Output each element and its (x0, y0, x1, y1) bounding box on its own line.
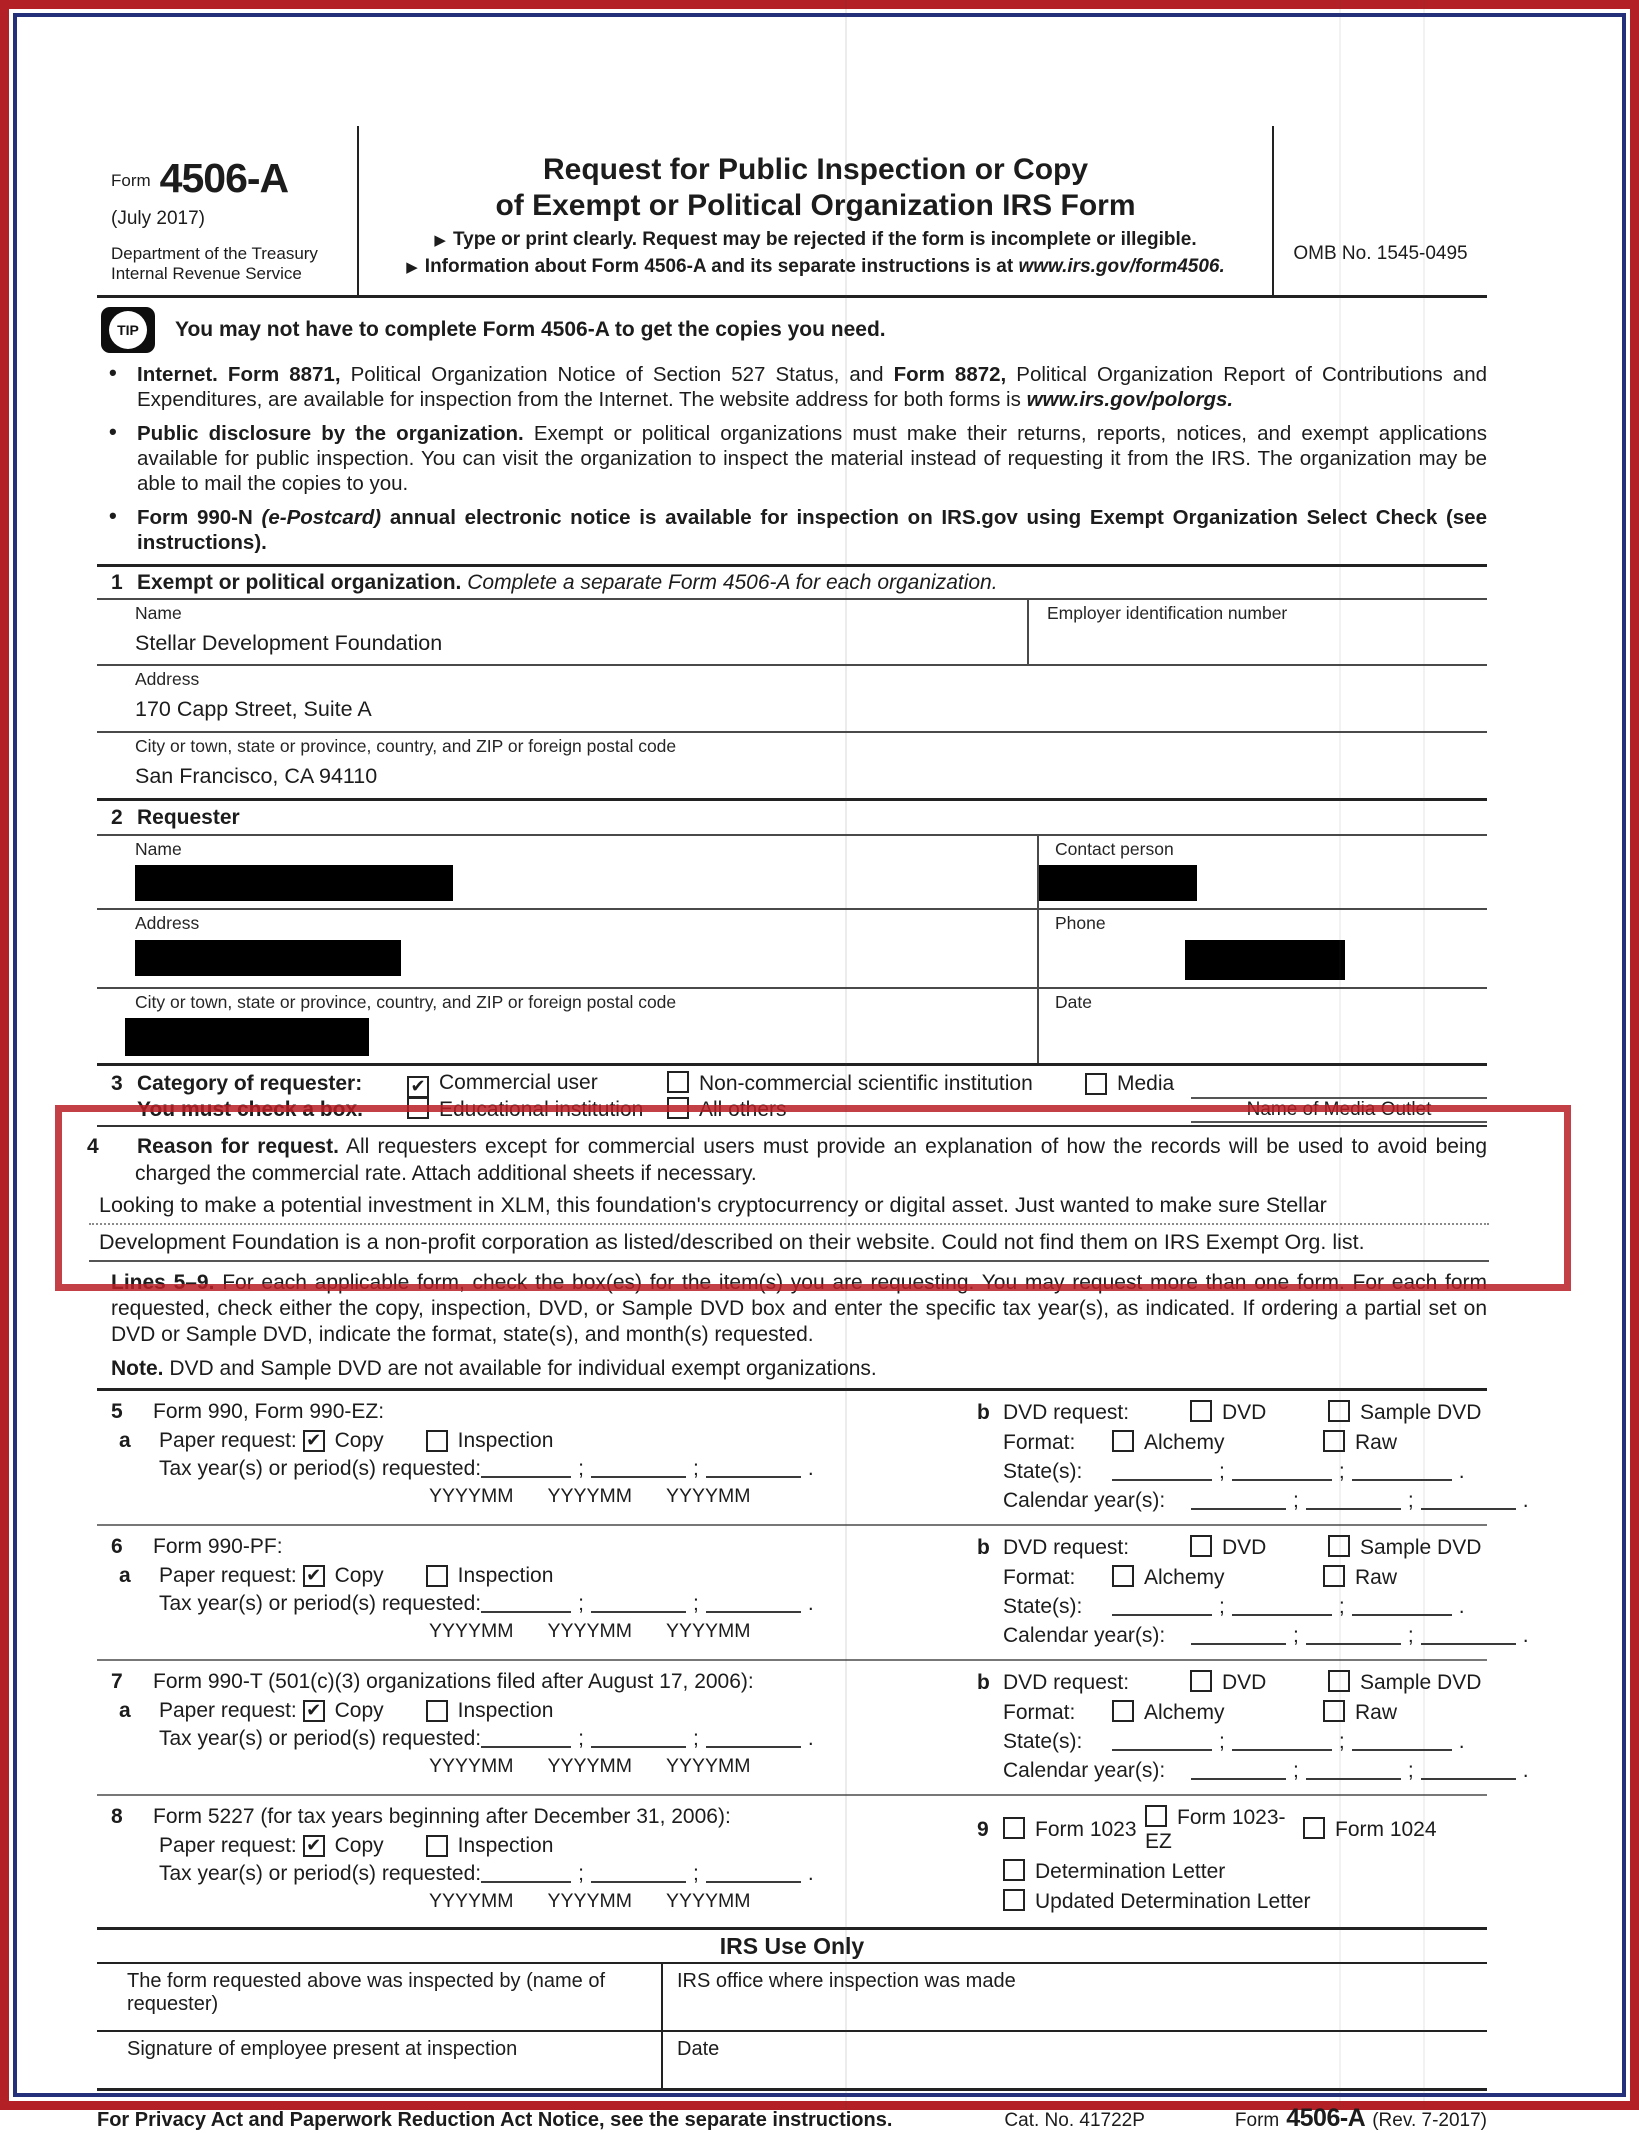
option-sample-dvd-line6[interactable]: Sample DVD (1328, 1535, 1481, 1560)
bullet-dot: • (109, 419, 117, 444)
section1-heading: 1 Exempt or political organization. Complete a separate Form 4506-A for each organization. (111, 571, 998, 594)
calendar-year-field[interactable] (1421, 1492, 1516, 1510)
requester-name-row (97, 836, 1487, 910)
option-updated-determination-letter[interactable]: Updated Determination Letter (1003, 1889, 1311, 1914)
line8-9-block: 8 Form 5227 (for tax years beginning after December 31, 2006): Paper request: ✔ Copy Inspection Tax year(s) or period(s) requested: ; ; . YYYYMM YYYYMM YYYYMM 9 Form 1023 Form 1023-EZ Form 1024 Determination Letter Updated Determination Letter (111, 1805, 1437, 1913)
state-field[interactable] (1112, 1733, 1212, 1751)
option-alchemy-line6[interactable]: Alchemy (1112, 1565, 1323, 1590)
checkbox-form-1023[interactable] (1003, 1817, 1025, 1839)
form-title-block (359, 126, 1272, 295)
tax-year-field[interactable] (706, 1730, 801, 1748)
option-commercial-user[interactable]: ✔ Commercial user (407, 1070, 667, 1098)
tip-text: You may not have to complete Form 4506-A to get the copies you need. (175, 318, 886, 341)
tax-year-field[interactable] (706, 1460, 801, 1478)
intro-bullets (97, 362, 1487, 555)
media-outlet-field[interactable]: Name of Media Outlet (1191, 1097, 1487, 1123)
calendar-year-field[interactable] (1306, 1492, 1401, 1510)
tip-row (97, 298, 1487, 360)
checkbox-alchemy-line6[interactable] (1112, 1565, 1134, 1587)
option-dvd-line7[interactable]: DVD (1190, 1670, 1328, 1695)
bullet-internet: • Internet. Form 8871, Political Organization Notice of Section 527 Status, and Form 8872, Political Organization Report of Contributions and Expenditures, are available for inspection from the Internet. The website address for both forms is www.irs.gov/polorgs. (109, 360, 1488, 411)
line5-label: Form 990, Form 990-EZ: (153, 1400, 385, 1423)
state-field[interactable] (1352, 1733, 1452, 1751)
form-4506a-page (87, 126, 1529, 2133)
org-city-row (97, 733, 1487, 801)
requester-city-row (97, 989, 1487, 1066)
page-footer (97, 2091, 1487, 2133)
checkbox-educational[interactable] (407, 1097, 429, 1119)
state-field[interactable] (1352, 1598, 1452, 1616)
state-field[interactable] (1232, 1733, 1332, 1751)
checkbox-inspection-line5[interactable] (426, 1430, 448, 1452)
requester-address-row (97, 910, 1487, 989)
option-form-1024[interactable]: Form 1024 (1303, 1817, 1437, 1842)
privacy-act-notice: For Privacy Act and Paperwork Reduction Act Notice, see the separate instructions. (97, 2109, 893, 2131)
reason-answer-line1[interactable]: Looking to make a potential investment in XLM, this foundation's cryptocurrency or digital asset. Just wanted to make sure Stellar (89, 1191, 1489, 1225)
redacted-requester-name (135, 865, 453, 901)
checkbox-dvd-line7[interactable] (1190, 1670, 1212, 1692)
contact-person-label: Contact person (1055, 839, 1174, 859)
checkbox-inspection-line6[interactable] (426, 1565, 448, 1587)
yyyymm-hints: YYYYMM YYYYMM YYYYMM (429, 1620, 751, 1642)
state-field[interactable] (1112, 1463, 1212, 1481)
form-revision-date: (July 2017) (111, 208, 205, 229)
tip-icon: TIP (101, 307, 155, 353)
bullet-form-990n: • Form 990-N (e-Postcard) annual electronic notice is available for inspection on IRS.gov using Exempt Organization Select Check (see instructions). (109, 503, 1487, 554)
bullet-public-disclosure: • Public disclosure by the organization. Exempt or political organizations must make their returns, reports, notices, and exempt applications available for public inspection. You can visit the organization to inspect the material instead of requesting it from the IRS. The organization may be able to mail the copies to you. (109, 419, 1488, 495)
tax-year-field[interactable] (706, 1595, 801, 1613)
page-title-line1: Request for Public Inspection or Copy (542, 153, 1089, 186)
line7-label: Form 990-T (501(c)(3) organizations filed after August 17, 2006): (153, 1670, 754, 1693)
option-determination-letter[interactable]: Determination Letter (1003, 1859, 1225, 1884)
option-alchemy-line7[interactable]: Alchemy (1112, 1700, 1323, 1725)
checkbox-sample-dvd-line6[interactable] (1328, 1535, 1350, 1557)
calendar-year-field[interactable] (1191, 1627, 1286, 1645)
form-id-block (97, 126, 359, 295)
option-sample-dvd-line5[interactable]: Sample DVD (1328, 1400, 1481, 1425)
checkbox-sample-dvd-line5[interactable] (1328, 1400, 1350, 1422)
dept-treasury: Department of the Treasury (111, 244, 318, 263)
checkbox-inspection-line7[interactable] (426, 1700, 448, 1722)
option-raw-line5[interactable]: Raw (1323, 1430, 1397, 1455)
omb-number: OMB No. 1545-0495 (1293, 243, 1468, 264)
option-form-1023[interactable]: Form 1023 (1003, 1817, 1145, 1842)
checkbox-dvd-line5[interactable] (1190, 1400, 1212, 1422)
requester-city-label: City or town, state or province, country, and ZIP or foreign postal code (135, 992, 677, 1012)
checkbox-sample-dvd-line7[interactable] (1328, 1670, 1350, 1692)
form-number: 4506-A (159, 155, 289, 201)
option-sample-dvd-line7[interactable]: Sample DVD (1328, 1670, 1481, 1695)
org-name-label: Name (135, 603, 182, 623)
option-all-others[interactable]: All others (667, 1097, 1085, 1123)
checkbox-alchemy-line5[interactable] (1112, 1430, 1134, 1452)
tax-year-field[interactable] (706, 1865, 801, 1883)
checkbox-updated-determination-letter[interactable] (1003, 1889, 1025, 1911)
header-instruction-2: ▶ Information about Form 4506-A and its separate instructions is at www.irs.gov/form4506. (406, 256, 1225, 277)
option-alchemy-line5[interactable]: Alchemy (1112, 1430, 1323, 1455)
omb-block (1272, 126, 1487, 295)
line6-label: Form 990-PF: (153, 1535, 283, 1558)
option-educational[interactable]: Educational institution (407, 1097, 667, 1123)
tax-year-field[interactable] (591, 1595, 686, 1613)
section4-reason-intro: 4 Reason for request. All requesters except for commercial users must provide an explanation of how the records will be used to avoid being charged the commercial rate. Attach additional sheets if necessary. (87, 1135, 1487, 1185)
calendar-year-field[interactable] (1306, 1627, 1401, 1645)
org-city-value[interactable]: San Francisco, CA 94110 (135, 764, 378, 788)
bullet-dot: • (109, 503, 117, 528)
date-label: Date (1055, 992, 1092, 1012)
org-name-row (97, 598, 1487, 666)
calendar-year-field[interactable] (1191, 1762, 1286, 1780)
tax-year-field[interactable] (481, 1595, 571, 1613)
checkbox-all-others[interactable] (667, 1097, 689, 1119)
yyyymm-hints: YYYYMM YYYYMM YYYYMM (429, 1890, 751, 1912)
line7-block: 7 Form 990-T (501(c)(3) organizations filed after August 17, 2006): a Paper request: ✔ Copy Inspection Tax year(s) or period(s) requested: ; ; . YYYYMM YYYYMM YYYYMM b DVD request: DVD Sample DVD Format: Alchemy Raw State(s): ; ; . Calendar year(s): ; ; . (97, 1661, 1487, 1796)
state-field[interactable] (1232, 1598, 1332, 1616)
ein-label: Employer identification number (1047, 603, 1288, 623)
checkbox-media[interactable] (1085, 1073, 1107, 1095)
checkbox-copy-line7[interactable]: ✔ (303, 1700, 325, 1722)
checkbox-dvd-line6[interactable] (1190, 1535, 1212, 1557)
form-header (97, 126, 1487, 298)
yyyymm-hints: YYYYMM YYYYMM YYYYMM (429, 1485, 751, 1507)
reason-answer-line2[interactable]: Development Foundation is a non-profit corporation as listed/described on their website. Could not find them on IRS Exempt Org. list. (89, 1225, 1489, 1262)
option-raw-line6[interactable]: Raw (1323, 1565, 1397, 1590)
state-field[interactable] (1112, 1598, 1212, 1616)
option-dvd-line6[interactable]: DVD (1190, 1535, 1328, 1560)
redacted-phone (1185, 940, 1345, 980)
checkbox-determination-letter[interactable] (1003, 1859, 1025, 1881)
irs-date-cell: Date (677, 2038, 720, 2060)
category-subheading: You must check a box. (137, 1098, 364, 1121)
checkbox-raw-line6[interactable] (1323, 1565, 1345, 1587)
org-address-label: Address (135, 669, 200, 689)
irs-office-cell: IRS office where inspection was made (677, 1970, 1016, 1992)
tax-year-field[interactable] (591, 1460, 686, 1478)
redacted-requester-city (125, 1018, 369, 1056)
calendar-year-field[interactable] (1421, 1762, 1516, 1780)
checkbox-alchemy-line7[interactable] (1112, 1700, 1134, 1722)
yyyymm-hints: YYYYMM YYYYMM YYYYMM (429, 1755, 751, 1777)
category-heading: Category of requester: (137, 1072, 363, 1095)
state-field[interactable] (1352, 1463, 1452, 1481)
redacted-contact-person (1039, 865, 1197, 901)
org-city-label: City or town, state or province, country, and ZIP or foreign postal code (135, 736, 677, 756)
phone-label: Phone (1055, 913, 1106, 933)
checkbox-raw-line7[interactable] (1323, 1700, 1345, 1722)
checkbox-copy-line8[interactable]: ✔ (303, 1835, 325, 1857)
option-raw-line7[interactable]: Raw (1323, 1700, 1397, 1725)
page-title-line2: of Exempt or Political Organization IRS Form (495, 189, 1136, 222)
tax-year-field[interactable] (481, 1730, 571, 1748)
dept-irs: Internal Revenue Service (111, 264, 302, 283)
signature-cell: Signature of employee present at inspection (97, 2032, 663, 2088)
checkbox-inspection-line8[interactable] (426, 1835, 448, 1857)
line5-block: 5 Form 990, Form 990-EZ: a Paper request: ✔ Copy Inspection Tax year(s) or period(s) requested: ; ; . YYYYMM YYYYMM YYYYMM b DVD request: DVD Sample DVD Format: Alchemy Raw State(s): ; ; . Calendar year(s): ; ; . (97, 1391, 1487, 1526)
section2-heading: 2 Requester (97, 801, 1487, 836)
lines-5-9-instructions: Lines 5–9. For each applicable form, check the box(es) for the item(s) you are requesting. You may request more than one form. For each form requested, check either the copy, inspection, DVD, or Sample DVD box and enter the specific tax year(s), as indicated. If ordering a partial set on DVD or Sample DVD, indicate the format, state(s), and month(s) requested. (111, 1271, 1488, 1346)
tax-year-field[interactable] (481, 1460, 571, 1478)
arrow-icon: ▶ (434, 232, 446, 249)
bullet-dot: • (109, 360, 117, 385)
calendar-year-field[interactable] (1191, 1492, 1286, 1510)
requester-name-label: Name (135, 839, 182, 859)
form-word: Form (111, 171, 151, 190)
checkbox-non-commercial[interactable] (667, 1071, 689, 1093)
line6-block: 6 Form 990-PF: a Paper request: ✔ Copy Inspection Tax year(s) or period(s) requested: ; ; . YYYYMM YYYYMM YYYYMM b DVD request: DVD Sample DVD Format: Alchemy Raw State(s): ; ; . Calendar year(s): ; ; . (97, 1526, 1487, 1661)
checkbox-raw-line5[interactable] (1323, 1430, 1345, 1452)
arrow-icon: ▶ (406, 259, 418, 276)
org-name-value[interactable]: Stellar Development Foundation (135, 631, 443, 655)
section3-category: 3 Category of requester: You must check a box. ✔ Commercial user Non-commercial scientific institution Media Educational institution All others Name of Media Outlet (97, 1066, 1487, 1127)
inspected-by-cell: The form requested above was inspected by (name of requester) (97, 1964, 663, 2030)
tax-year-field[interactable] (591, 1730, 686, 1748)
checkbox-copy-line5[interactable]: ✔ (303, 1430, 325, 1452)
calendar-year-field[interactable] (1421, 1627, 1516, 1645)
line8-label: Form 5227 (for tax years beginning after December 31, 2006): (153, 1805, 731, 1828)
checkbox-form-1023ez[interactable] (1145, 1805, 1167, 1827)
requester-address-label: Address (135, 913, 200, 933)
checkbox-copy-line6[interactable]: ✔ (303, 1565, 325, 1587)
org-address-row (97, 666, 1487, 733)
dvd-note: Note. DVD and Sample DVD are not available for individual exempt organizations. (111, 1357, 877, 1380)
option-dvd-line5[interactable]: DVD (1190, 1400, 1328, 1425)
polorgs-url: www.irs.gov/polorgs. (1026, 388, 1234, 411)
footer-form-id: Form 4506-A (Rev. 7-2017) (1234, 2104, 1487, 2132)
redacted-requester-address (135, 940, 401, 976)
calendar-year-field[interactable] (1306, 1762, 1401, 1780)
irs-use-only-title: IRS Use Only (97, 1930, 1487, 1964)
option-form-1023ez[interactable]: Form 1023-EZ (1145, 1806, 1286, 1853)
option-non-commercial[interactable]: Non-commercial scientific institution (667, 1071, 1085, 1097)
org-address-value[interactable]: 170 Capp Street, Suite A (135, 697, 372, 721)
tax-year-field[interactable] (591, 1865, 686, 1883)
irs-use-only-table (97, 1927, 1487, 2091)
state-field[interactable] (1232, 1463, 1332, 1481)
option-media[interactable]: Media (1085, 1071, 1487, 1097)
header-instruction-1: ▶ Type or print clearly. Request may be rejected if the form is incomplete or illegible. (434, 229, 1197, 250)
checkbox-form-1024[interactable] (1303, 1817, 1325, 1839)
checkbox-commercial-user[interactable]: ✔ (407, 1076, 429, 1098)
irs-url: www.irs.gov/form4506. (1018, 256, 1225, 277)
tax-year-field[interactable] (481, 1865, 571, 1883)
catalog-number: Cat. No. 41722P (1004, 2110, 1145, 2131)
